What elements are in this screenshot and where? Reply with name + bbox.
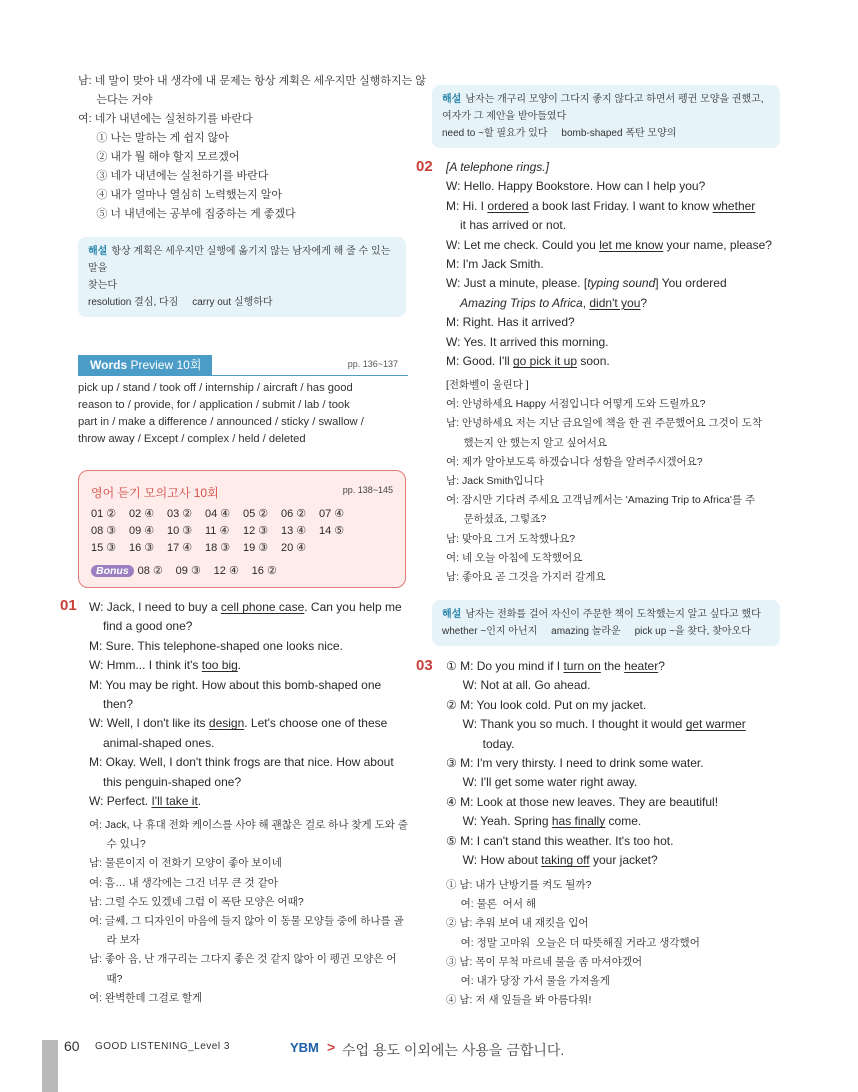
answer: 03 ②	[167, 508, 193, 520]
translation-line: 여: 내가 당장 가서 물을 가져올게	[446, 975, 610, 988]
dialogue-line: find a good one?	[103, 619, 193, 634]
answer: 16 ②	[251, 565, 277, 577]
dialogue-line: W: How about taking off your jacket?	[446, 853, 658, 868]
answer: 12 ③	[243, 525, 269, 537]
answer: 06 ②	[281, 508, 307, 520]
translation-line: 남: 좋아요 곧 그것을 가지러 갈게요	[446, 571, 606, 584]
dialogue-line: M: Right. Has it arrived?	[446, 315, 575, 330]
explanation-box-1	[78, 237, 406, 317]
words-line: pick up / stand / took off / internship / aircraft / has good	[78, 382, 353, 394]
choice: ④ 내가 얼마나 열심히 노력했는지 알아	[78, 189, 283, 201]
words-list	[78, 380, 408, 448]
answer: 20 ④	[281, 542, 307, 554]
dialogue-line: W: Jack, I need to buy a cell phone case. Can you help me	[89, 600, 402, 614]
dialogue-line: ⑤ M: I can't stand this weather. It's too hot.	[446, 833, 674, 848]
dialogue-line: W: Perfect. I'll take it.	[89, 794, 202, 809]
dialogue-line: W: Thank you so much. I thought it would get warmer	[446, 717, 746, 732]
explanation-box-3	[432, 600, 780, 646]
translation-line: 때?	[89, 972, 123, 985]
explanation-text: 남자는 개구리 모양이 그다지 좋지 않다고 하면서 펭귄 모양을 권했고,	[465, 94, 764, 105]
translation-line: 여: 네 오늘 아침에 도착했어요	[446, 551, 583, 564]
answer-row	[91, 541, 357, 558]
dialogue-line: this penguin-shaped one?	[103, 774, 242, 789]
translation-line: 남: 맞아요 그거 도착했나요?	[446, 532, 576, 545]
dialogue-line: ② M: You look cold. Put on my jacket.	[446, 697, 647, 712]
translation-line: 남: Jack Smith입니다	[446, 475, 544, 488]
dialogue-line: ④ M: Look at those new leaves. They are beautiful!	[446, 794, 719, 809]
dialogue-line: W: Well, I don't like its design. Let's choose one of these	[89, 716, 388, 731]
bonus-badge: Bonus	[91, 565, 134, 577]
q03-script	[446, 657, 776, 870]
explanation-box-2	[432, 85, 780, 148]
dialogue-line: ① M: Do you mind if I turn on the heater?	[446, 659, 665, 673]
q02-script	[446, 158, 776, 371]
dialogue-line: W: Let me check. Could you let me know your name, please?	[446, 237, 772, 252]
dialogue-line: M: Okay. Well, I don't think frogs are that nice. How about	[89, 755, 394, 770]
vocab-text: resolution 결심, 다짐 carry out 실행하다	[88, 297, 273, 308]
translation-line: 여: 글쎄, 그 디자인이 마음에 들지 않아 이 동물 모양들 중에 하나를 골	[89, 915, 404, 928]
translation-line: 여: 정말 고마워 오늘은 더 따뜻해질 거라고 생각했어	[446, 936, 700, 949]
answer: 11 ④	[205, 525, 230, 537]
choice: ① 나는 말하는 게 쉽지 않아	[78, 132, 229, 144]
choice: ② 내가 뭘 해야 할지 모르겠어	[78, 151, 240, 163]
words-line: reason to / provide, for / application / submit / lab / took	[78, 399, 350, 411]
answer: 09 ④	[129, 525, 155, 537]
dialogue-line: M: I'm Jack Smith.	[446, 257, 544, 272]
answer: 04 ④	[205, 508, 231, 520]
dialogue-line: animal-shaped ones.	[103, 735, 215, 750]
translation-line: [전화벨이 울린다 ]	[446, 379, 529, 391]
dialogue-line: today.	[446, 736, 515, 751]
usage-notice: 수업 용도 이외에는 사용을 금합니다.	[342, 1042, 565, 1058]
explanation-tag: 해설	[442, 94, 462, 105]
page-reference: pp. 138~145	[342, 485, 393, 495]
answer-key-box	[78, 470, 406, 588]
divider	[78, 375, 408, 376]
translation-line: ④ 남: 저 새 잎들을 봐 아름다워!	[446, 994, 592, 1007]
translation-line: 여: 안녕하세요 Happy 서점입니다 어떻게 도와 드릴까요?	[446, 398, 706, 411]
question-number: 03	[416, 657, 433, 674]
answer: 01 ②	[91, 508, 117, 520]
translation-line: 여: 완벽한데 그걸로 할게	[89, 991, 203, 1004]
translation-line: 남: 그럴 수도 있겠네 그럼 이 폭탄 모양은 어때?	[89, 895, 304, 908]
question-number: 02	[416, 158, 433, 175]
answer: 05 ②	[243, 508, 269, 520]
translation-line: 남: 좋아 음, 난 개구리는 그다지 좋은 것 같지 않아 이 펭귄 모양은 어	[89, 953, 397, 966]
answer-grid	[91, 507, 357, 581]
page-number: 60	[64, 1038, 80, 1054]
dialogue-line: W: Not at all. Go ahead.	[446, 678, 591, 693]
dialogue-line: M: Sure. This telephone-shaped one looks nice.	[89, 638, 343, 653]
answer: 08 ②	[137, 565, 163, 577]
translation-line: 수 있니?	[89, 838, 146, 851]
translation-line: ② 남: 추워 보여 내 재킷을 입어	[446, 917, 589, 930]
translation-line: 남: 물론이지 이 전화기 모양이 좋아 보이네	[89, 857, 282, 870]
explanation-text: 여자가 그 제안을 받아들였다	[442, 111, 567, 122]
answer: 09 ③	[175, 565, 201, 577]
choice: ③ 네가 내년에는 실천하기를 바란다	[78, 170, 269, 182]
answer: 14 ⑤	[319, 525, 345, 537]
dialogue-line: it has arrived or not.	[460, 218, 567, 233]
answer: 02 ④	[129, 508, 155, 520]
answer-row	[91, 507, 357, 524]
answer: 18 ③	[205, 542, 231, 554]
book-title: GOOD LISTENING_Level 3	[95, 1041, 230, 1052]
vocab-text: whether ~인지 아닌지 amazing 놀라운 pick up ~을 찾다, 찾아오다	[442, 626, 751, 637]
translation-line: 남: 안녕하세요 저는 지난 금요일에 책을 한 권 주문했어요 그것이 도착	[446, 417, 763, 430]
dialogue-line: W: Yeah. Spring has finally come.	[446, 814, 642, 829]
answer: 17 ④	[167, 542, 193, 554]
bonus-row	[91, 564, 357, 581]
translation-line: ③ 남: 목이 무척 마르네 물을 좀 마셔야겠어	[446, 955, 643, 968]
translation-line: 여: 제가 알아보도록 하겠습니다 성함을 알려주시겠어요?	[446, 455, 703, 468]
q03-translation	[446, 876, 776, 1010]
dialogue-line: then?	[103, 697, 134, 712]
words-preview-section	[78, 355, 408, 448]
dialogue-line: W: I'll get some water right away.	[446, 775, 638, 790]
page-reference: pp. 136~137	[347, 359, 398, 369]
q02-translation	[446, 376, 776, 587]
answer: 19 ③	[243, 542, 269, 554]
q01-script	[89, 598, 409, 811]
text-line: 는다는 거야	[78, 94, 153, 106]
translation-line: 여: 흠… 내 생각에는 그건 너무 큰 것 같아	[89, 876, 278, 889]
translation-line: 라 보자	[89, 934, 140, 947]
translation-line: ① 남: 내가 난방기를 켜도 될까?	[446, 879, 592, 891]
explanation-text: 항상 계획은 세우지만 실행에 옮기지 않는 남자에게 해 줄 수 있는 말을	[88, 246, 391, 274]
explanation-text: 남자는 전화를 걸어 자신이 주문한 책이 도착했는지 알고 싶다고 했다	[465, 609, 761, 620]
translation-line: 여: 잠시만 기다려 주세요 고객님께서는 'Amazing Trip to Africa'를 주	[446, 494, 756, 507]
answer: 07 ④	[319, 508, 345, 520]
translation-line: 했는지 안 했는지 알고 싶어서요	[446, 436, 608, 449]
answer: 12 ④	[213, 565, 239, 577]
answer: 08 ③	[91, 525, 117, 537]
dialogue-line: M: Hi. I ordered a book last Friday. I want to know whether	[446, 198, 756, 213]
dialogue-line: ③ M: I'm very thirsty. I need to drink some water.	[446, 756, 704, 771]
dialogue-line: Amazing Trips to Africa, didn't you?	[460, 295, 648, 310]
dialogue-line: W: Yes. It arrived this morning.	[446, 334, 609, 349]
explanation-tag: 해설	[88, 246, 108, 257]
dialogue-line: W: Hello. Happy Bookstore. How can I help you?	[446, 179, 706, 194]
q01-translation	[89, 816, 409, 1008]
dialogue-line: M: Good. I'll go pick it up soon.	[446, 354, 610, 369]
answer: 15 ③	[91, 542, 117, 554]
dialogue-line: M: You may be right. How about this bomb-shaped one	[89, 677, 382, 692]
words-line: throw away / Except / complex / held / deleted	[78, 433, 306, 445]
answer: 16 ③	[129, 542, 155, 554]
chevron-right-icon: >	[327, 1039, 336, 1055]
explanation-text: 찾는다	[88, 280, 117, 291]
answer: 10 ③	[167, 525, 193, 537]
dialogue-line: W: Just a minute, please. [typing sound] You ordered	[446, 276, 727, 291]
text-line: 여: 네가 내년에는 실천하기를 바란다	[78, 113, 253, 125]
vocab-text: need to ~할 필요가 있다 bomb-shaped 폭탄 모양의	[442, 128, 677, 139]
choice: ⑤ 너 내년에는 공부에 집중하는 게 좋겠다	[78, 208, 296, 220]
answer-key-title: 영어 듣기 모의고사 10회	[91, 486, 219, 500]
words-preview-title: Words Preview 10회	[78, 355, 212, 375]
question-number: 01	[60, 597, 77, 614]
dialogue-line: [A telephone rings.]	[446, 160, 549, 174]
explanation-tag: 해설	[442, 609, 462, 620]
footer-bar	[42, 1040, 58, 1092]
brand-logo: YBM	[290, 1040, 319, 1055]
answer-row	[91, 524, 357, 541]
translation-line: 여: Jack, 나 휴대 전화 케이스를 사야 해 괜찮은 걸로 하나 찾게 도와 줄	[89, 819, 408, 831]
translation-line: 문하셨죠, 그렇죠?	[446, 513, 547, 526]
dialogue-line: W: Hmm... I think it's too big.	[89, 658, 242, 673]
text-line: 남: 네 말이 맞아 내 생각에 내 문제는 항상 계획은 세우지만 실행하지는 않	[78, 75, 426, 87]
translation-line: 여: 물론 어서 해	[446, 898, 537, 911]
words-line: part in / make a difference / announced / sticky / swallow /	[78, 416, 364, 428]
answer: 13 ④	[281, 525, 307, 537]
